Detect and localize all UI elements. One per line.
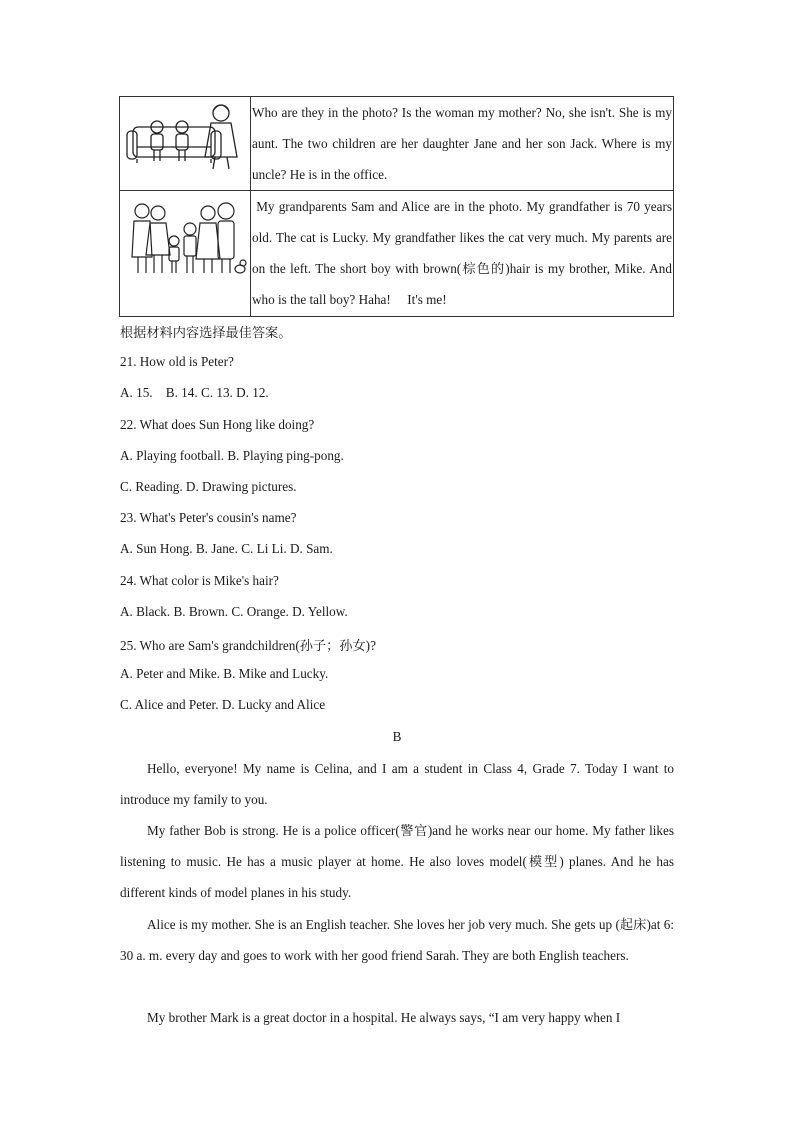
options-22-a: A. Playing football. B. Playing ping-pong. xyxy=(120,448,344,463)
photo-text-2: My grandparents Sam and Alice are in the photo. My grandfather is 70 years old. The cat is Lucky. My grandfather likes the cat very much. My parents are on the left. The short boy with brown(棕色的)hair is my brother, Mike. And who is the tall boy? Haha! It's me! xyxy=(251,191,674,317)
question-21: 21. How old is Peter? xyxy=(120,354,234,369)
paragraph-4: My brother Mark is a great doctor in a hospital. He always says, “I am very happy when I xyxy=(147,1010,621,1025)
question-25: 25. Who are Sam's grandchildren(孙子；孙女)? xyxy=(120,638,376,653)
options-21: A. 15. B. 14. C. 13. D. 12. xyxy=(120,385,269,400)
question-23: 23. What's Peter's cousin's name? xyxy=(120,510,297,525)
family-group-illustration xyxy=(122,191,248,301)
question-22: 22. What does Sun Hong like doing? xyxy=(120,417,315,432)
options-24: A. Black. B. Brown. C. Orange. D. Yellow. xyxy=(120,604,348,619)
paragraph-2: My father Bob is strong. He is a police officer(警官)and he works near our home. My father likes listening to music. He has a music player at home. He also loves model(模型) planes. And he has different kinds of model planes in his study. xyxy=(120,823,674,901)
photo-cell-1 xyxy=(120,97,251,191)
section-heading: B xyxy=(392,729,402,744)
options-25-b: C. Alice and Peter. D. Lucky and Alice xyxy=(120,697,326,712)
options-22-b: C. Reading. D. Drawing pictures. xyxy=(120,479,297,494)
family-sofa-illustration xyxy=(123,97,247,175)
photo-text-1: Who are they in the photo? Is the woman my mother? No, she isn't. She is my aunt. The two children are her daughter Jane and her son Jack. Where is my uncle? He is in the office. xyxy=(251,97,674,191)
paragraph-3: Alice is my mother. She is an English teacher. She loves her job very much. She gets up (起床)at 6: 30 a. m. every day and goes to work with her good friend Sarah. They are both English teachers. xyxy=(120,917,674,964)
options-25-a: A. Peter and Mike. B. Mike and Lucky. xyxy=(120,666,329,681)
paragraph-1: Hello, everyone! My name is Celina, and I am a student in Class 4, Grade 7. Today I want to introduce my family to you. xyxy=(120,761,674,808)
options-23: A. Sun Hong. B. Jane. C. Li Li. D. Sam. xyxy=(120,541,333,556)
instruction: 根据材料内容选择最佳答案。 xyxy=(120,325,292,340)
question-24: 24. What color is Mike's hair? xyxy=(120,573,279,588)
photo-cell-2 xyxy=(120,191,251,317)
photo-table xyxy=(119,96,674,317)
